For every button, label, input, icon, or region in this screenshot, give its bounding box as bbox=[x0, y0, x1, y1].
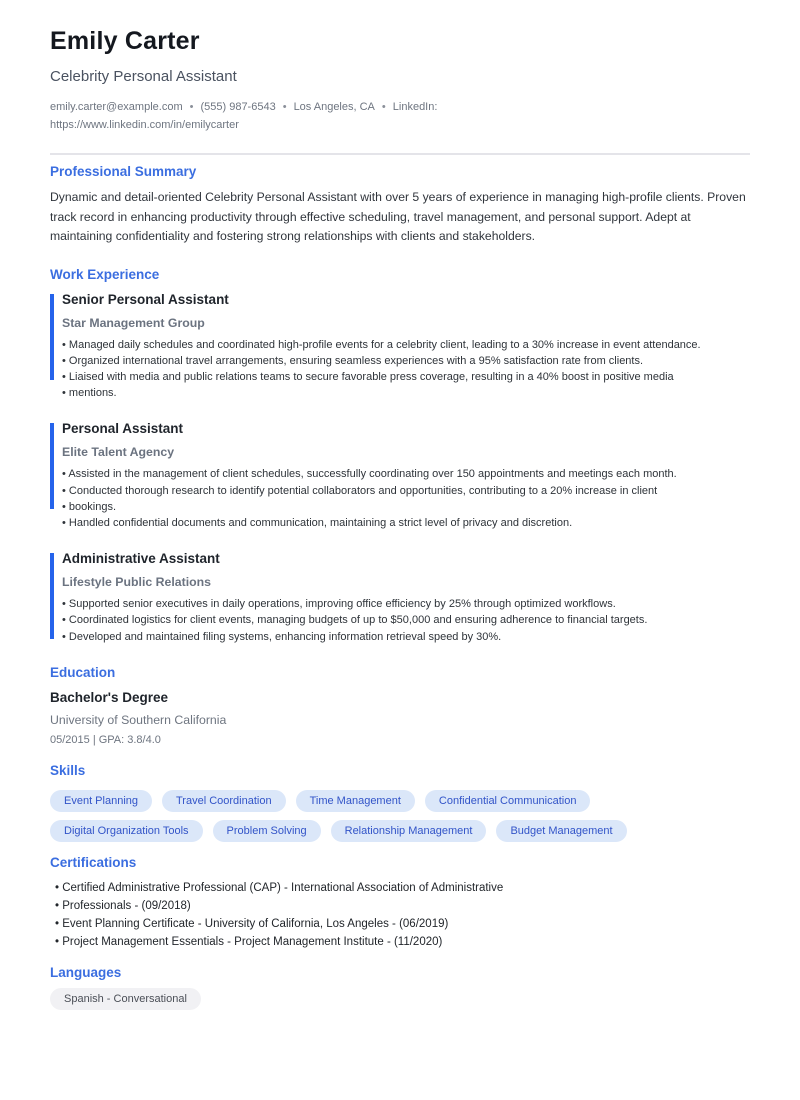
job-bullet: • Supported senior executives in daily operations, improving office efficiency by 25% through optimized workflows. bbox=[62, 596, 750, 612]
job-company: Elite Talent Agency bbox=[62, 445, 175, 460]
candidate-job-title: Celebrity Personal Assistant bbox=[50, 68, 237, 85]
contact-location: Los Angeles, CA bbox=[293, 101, 375, 113]
section-certifications bbox=[50, 855, 750, 951]
job-title: Personal Assistant bbox=[62, 421, 184, 437]
section-education bbox=[50, 665, 750, 746]
contact-separator-dot: • bbox=[282, 101, 287, 113]
contact-line bbox=[50, 98, 750, 116]
job-accent-bar bbox=[50, 294, 54, 380]
education-degree: Bachelor's Degree bbox=[50, 689, 169, 705]
section-professional-summary bbox=[50, 164, 750, 247]
section-work-experience bbox=[50, 267, 750, 645]
job-bullet: • bookings. bbox=[62, 499, 750, 515]
skill-pill: Digital Organization Tools bbox=[50, 820, 203, 842]
candidate-name: Emily Carter bbox=[50, 27, 200, 55]
header-divider bbox=[50, 153, 750, 155]
job-bullet: • Handled confidential documents and communication, maintaining a strict level of privacy and discretion. bbox=[62, 515, 750, 531]
education-school: University of Southern California bbox=[50, 712, 227, 727]
skill-pill-list bbox=[50, 790, 750, 842]
job-title: Senior Personal Assistant bbox=[62, 291, 229, 307]
summary-heading: Professional Summary bbox=[50, 164, 197, 179]
job-bullet: • Assisted in the management of client schedules, successfully coordinating over 150 appointments and meetings each month. bbox=[62, 466, 750, 482]
education-heading: Education bbox=[50, 664, 116, 680]
contact-info bbox=[50, 98, 750, 134]
job-bullet: • Developed and maintained filing systems, enhancing information retrieval speed by 30%. bbox=[62, 629, 750, 645]
skill-pill: Budget Management bbox=[496, 820, 626, 842]
languages-heading: Languages bbox=[50, 964, 122, 980]
certification-item: • Professionals - (09/2018) bbox=[50, 897, 750, 915]
job-bullet: • mentions. bbox=[62, 385, 750, 401]
language-pill-list bbox=[50, 988, 750, 1010]
job-entry bbox=[50, 551, 750, 645]
education-date-gpa: 05/2015 | GPA: 3.8/4.0 bbox=[50, 733, 161, 746]
job-bullet-list bbox=[62, 337, 750, 402]
skills-heading: Skills bbox=[50, 762, 86, 778]
skill-pill: Confidential Communication bbox=[425, 790, 591, 812]
job-title: Administrative Assistant bbox=[62, 551, 220, 567]
skill-pill: Problem Solving bbox=[213, 820, 321, 842]
contact-linkedin-url: https://www.linkedin.com/in/emilycarter bbox=[50, 119, 239, 131]
job-company: Lifestyle Public Relations bbox=[62, 575, 211, 590]
contact-separator-dot: • bbox=[189, 101, 194, 113]
section-skills bbox=[50, 763, 750, 842]
job-bullet: • Conducted thorough research to identify potential collaborators and opportunities, contributing to a 20% increase in client bbox=[62, 483, 750, 499]
certification-list bbox=[50, 879, 750, 951]
summary-text: Dynamic and detail-oriented Celebrity Personal Assistant with over 5 years of experience in managing high-profile clients. Proven track record in enhancing productivity through effective scheduling, travel management, and personal support. Adept at maintaining confidentiality and fostering strong relationships with clients and stakeholders. bbox=[50, 190, 746, 243]
job-bullet: • Liaised with media and public relations teams to secure favorable press coverage, resulting in a 40% boost in positive media bbox=[62, 369, 750, 385]
certification-item: • Project Management Essentials - Project Management Institute - (11/2020) bbox=[50, 933, 750, 951]
job-bullet-list bbox=[62, 596, 750, 645]
job-entry bbox=[50, 421, 750, 531]
skill-pill: Time Management bbox=[296, 790, 415, 812]
job-bullet-list bbox=[62, 466, 750, 531]
skill-pill: Event Planning bbox=[50, 790, 152, 812]
work-heading: Work Experience bbox=[50, 266, 160, 282]
job-bullet: • Organized international travel arrangements, ensuring seamless experiences with a 95% satisfaction rate from clients. bbox=[62, 353, 750, 369]
skill-pill: Travel Coordination bbox=[162, 790, 286, 812]
job-list bbox=[50, 292, 750, 645]
certifications-heading: Certifications bbox=[50, 854, 137, 870]
contact-linkedin-label: LinkedIn: bbox=[392, 101, 438, 113]
certification-item: • Event Planning Certificate - University of California, Los Angeles - (06/2019) bbox=[50, 915, 750, 933]
section-languages bbox=[50, 965, 750, 1010]
skill-pill: Relationship Management bbox=[331, 820, 487, 842]
resume-header bbox=[50, 27, 750, 155]
job-accent-bar bbox=[50, 423, 54, 509]
contact-phone: (555) 987-6543 bbox=[200, 101, 276, 113]
job-bullet: • Managed daily schedules and coordinated high-profile events for a celebrity client, leading to a 30% increase in event attendance. bbox=[62, 337, 750, 353]
job-accent-bar bbox=[50, 553, 54, 639]
job-bullet: • Coordinated logistics for client events, managing budgets of up to $50,000 and ensuring adherence to financial targets. bbox=[62, 612, 750, 628]
language-pill: Spanish - Conversational bbox=[50, 988, 201, 1010]
certification-item: • Certified Administrative Professional (CAP) - International Association of Administrative bbox=[50, 879, 750, 897]
contact-email: emily.carter@example.com bbox=[50, 101, 183, 113]
contact-separator-dot: • bbox=[381, 101, 386, 113]
job-company: Star Management Group bbox=[62, 315, 205, 330]
job-entry bbox=[50, 292, 750, 402]
